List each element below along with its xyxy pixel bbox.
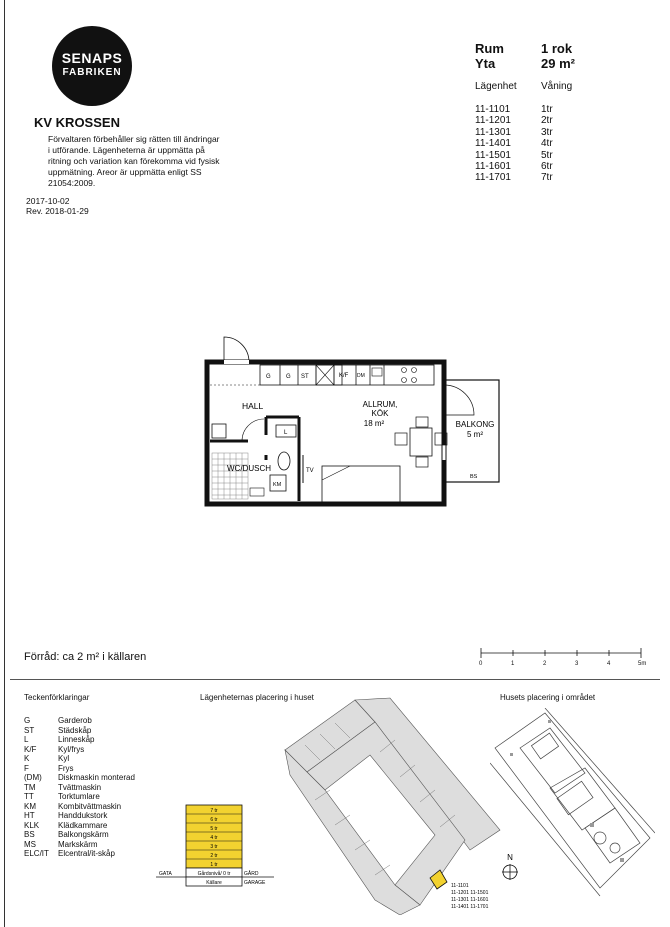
floor-label: 6 tr — [210, 817, 218, 823]
toilet-icon — [278, 452, 290, 470]
area-value: 29 m² — [541, 56, 575, 71]
stove-icon — [402, 368, 407, 373]
table-cell: 6tr — [541, 161, 553, 173]
table-row: 11-1101 — [475, 104, 511, 115]
scale-label: 1 — [511, 661, 515, 667]
site-label: 11-1301 11-1601 — [451, 897, 489, 903]
scale-label: 2 — [543, 661, 547, 667]
page-title: KV KROSSEN — [34, 115, 120, 130]
label-km: KM — [273, 482, 282, 488]
sink-icon — [372, 368, 382, 376]
room-label-hall: HALL — [242, 401, 264, 411]
rooms-value: 1 rok — [541, 41, 573, 56]
chair-icon — [416, 457, 428, 467]
legend-item: ELC/IT Elcentral/it-skåp — [24, 849, 115, 858]
legend-item: (DM) Diskmaskin monterad — [24, 773, 135, 782]
table-cell: 1tr — [541, 104, 553, 115]
area-label: Yta — [475, 56, 496, 71]
logo-line1: SENAPS — [61, 50, 123, 66]
legend-item: G Garderob — [24, 716, 92, 725]
elc-cabinet — [212, 424, 226, 438]
balcony-door-icon — [444, 385, 474, 415]
building-placement-diagram — [275, 690, 505, 915]
site-label: 11-1401 11-1701 — [451, 904, 489, 910]
label-st: ST — [301, 374, 309, 380]
dining-table — [410, 428, 432, 456]
table-row: 11-1701 — [475, 172, 511, 184]
legend-item: BS Balkongskärm — [24, 830, 109, 839]
floor-label: 1 tr — [210, 862, 218, 868]
legend-item: F Frys — [24, 763, 74, 773]
floor-list — [541, 104, 553, 184]
table-row: 11-1201 — [475, 115, 511, 127]
legend-item: TT Torktumlare — [24, 792, 100, 801]
rooms-label: Rum — [475, 41, 504, 56]
site-label: 11-1101 — [451, 883, 469, 889]
legend-item: K/F Kyl/frys — [24, 744, 85, 754]
bed — [322, 466, 400, 502]
legend — [24, 716, 135, 859]
site-label: 11-1201 11-1501 — [451, 890, 489, 896]
legend-item: TM Tvättmaskin — [24, 782, 102, 792]
floor-label: 5 tr — [210, 826, 218, 832]
chair-icon — [416, 417, 428, 427]
apartment-col-header: Lägenhet — [475, 81, 517, 92]
page-border — [4, 0, 5, 927]
room-label-kok: KÖK — [371, 409, 389, 418]
label-tv: TV — [306, 468, 314, 474]
bathroom-door-icon — [242, 419, 264, 441]
table-row: 11-1401 — [475, 138, 511, 150]
courtyard-label: GÅRD — [244, 871, 259, 877]
garage-label: GARAGE — [244, 880, 266, 886]
scale-bar — [478, 646, 648, 660]
revision-date: Rev. 2018-01-29 — [26, 206, 89, 216]
label-l: L — [284, 430, 288, 436]
brand-logo — [52, 26, 132, 106]
label-g2: G — [286, 374, 291, 380]
disclaimer: Förvaltaren förbehåller sig rätten till ändringar i utförande. Lägenheterna är uppmätta på ritning och variation kan förekomma vid fysisk uppmätning. Areor är uppmätta enligt SS 21054:2009. — [48, 134, 220, 188]
scale-label: 3 — [575, 661, 579, 667]
table-row: 11-1601 — [475, 161, 511, 173]
floor-plan — [200, 325, 510, 515]
dates — [26, 196, 89, 216]
washbasin-icon — [250, 488, 264, 496]
scale-label: 4 — [607, 661, 611, 667]
label-dm: DM — [357, 373, 365, 379]
table-cell: 7tr — [541, 172, 553, 184]
storage-note: Förråd: ca 2 m² i källaren — [24, 651, 147, 663]
entry-door-icon — [224, 337, 249, 362]
apartment-list — [475, 104, 511, 184]
legend-item: K Kyl — [24, 754, 70, 763]
floor-label: 4 tr — [210, 835, 218, 841]
basement-label: Källare — [206, 880, 222, 886]
area-site-map — [490, 708, 655, 898]
table-cell: 5tr — [541, 149, 553, 161]
legend-item: HT Handdukstork — [24, 811, 108, 820]
room-area-balkong: 5 m² — [467, 430, 483, 439]
legend-item: KM Kombitvättmaskin — [24, 801, 122, 811]
label-kf: K/F — [339, 373, 349, 379]
north-label: N — [507, 853, 513, 862]
floor-label: 3 tr — [210, 844, 218, 850]
legend-item: L Linneskåp — [24, 735, 95, 744]
label-g1: G — [266, 374, 271, 380]
scale-label: 0 — [479, 661, 483, 667]
street-label: GATA — [159, 871, 172, 877]
room-label-wc: WC/DUSCH — [227, 464, 271, 473]
floor-label: 7 tr — [210, 808, 218, 814]
scale-label: 5m — [638, 661, 647, 667]
legend-item: KLK Klädkammare — [24, 820, 108, 830]
date: 2017-10-02 — [26, 196, 70, 206]
legend-item: MS Markskärm — [24, 839, 98, 849]
table-cell: 3tr — [541, 126, 553, 138]
placement-house-title: Lägenheternas placering i huset — [200, 693, 314, 702]
placement-area-title: Husets placering i området — [500, 693, 596, 702]
table-cell: 2tr — [541, 115, 553, 127]
ground-level-label: Gårdsnivå/ 0 tr — [197, 871, 231, 877]
table-row: 11-1501 — [475, 149, 511, 161]
logo-line2: FABRIKEN — [62, 67, 122, 78]
room-label-balkong: BALKONG — [455, 420, 495, 429]
room-area-allrum: 18 m² — [363, 419, 385, 428]
floor-label: 2 tr — [210, 853, 218, 859]
table-cell: 4tr — [541, 138, 553, 150]
floor-stack-diagram — [156, 800, 276, 892]
legend-item: ST Städskåp — [24, 725, 92, 735]
exterior-wall — [207, 362, 444, 504]
floor-col-header: Våning — [541, 81, 573, 92]
shower-tiles — [212, 453, 248, 499]
label-bs: BS — [470, 474, 478, 480]
divider — [10, 679, 660, 680]
room-label-allrum: ALLRUM, — [362, 400, 398, 409]
table-row: 11-1301 — [475, 126, 511, 138]
legend-title: Teckenförklaringar — [24, 693, 90, 702]
chair-icon — [395, 433, 407, 445]
